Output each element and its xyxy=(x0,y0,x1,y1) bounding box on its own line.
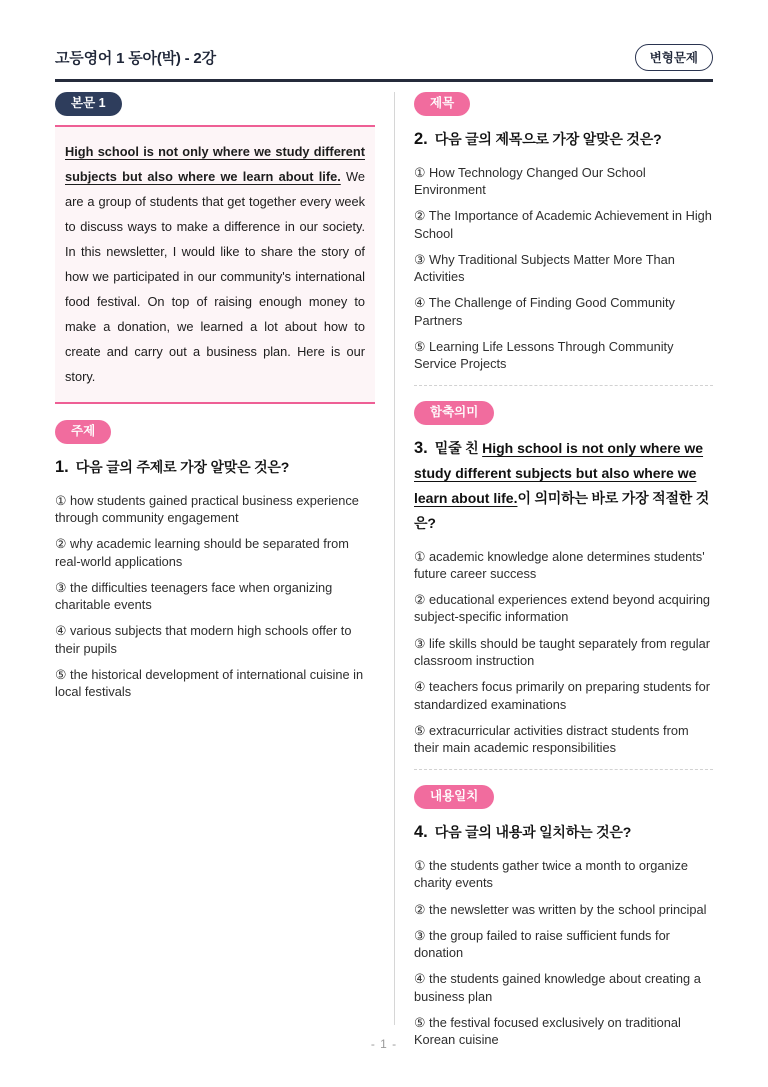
q4-number: 4. xyxy=(414,823,428,842)
q3-prompt-underline: High school is not only where we study different subjects but also where we learn about life. xyxy=(414,440,704,507)
q1-option-3: ③ the difficulties teenagers face when organizing charitable events xyxy=(55,579,333,613)
q1-option-5: ⑤ the historical development of international cuisine in local festivals xyxy=(55,666,364,700)
q3-prompt-prefix: 밑줄 친 xyxy=(434,440,483,457)
q4-tag-badge: 내용일치 xyxy=(414,785,494,809)
q1-option-1: ① how students gained practical business experience through community engagement xyxy=(55,492,359,526)
edition-badge: 변형문제 xyxy=(635,44,713,71)
q3-option-2: ② educational experiences extend beyond acquiring subject-specific information xyxy=(414,592,711,625)
q3-head xyxy=(414,436,713,536)
header xyxy=(55,44,713,71)
q4-option-1: ① the students gather twice a month to organize charity events xyxy=(414,858,688,891)
q2-option-2: ② The Importance of Academic Achievement in High School xyxy=(414,208,712,241)
q4-option-5: ⑤ the festival focused exclusively on traditional Korean cuisine xyxy=(414,1014,681,1048)
passage-label-badge: 본문 1 xyxy=(55,92,122,116)
q1-option-4: ④ various subjects that modern high schools offer to their pupils xyxy=(55,623,352,656)
passage-highlight: High school is not only where we study different subjects but also where we learn about life. xyxy=(65,144,365,184)
q4-option-2: ② the newsletter was written by the school principal xyxy=(414,901,707,917)
q2-option-5: ⑤ Learning Life Lessons Through Community Service Projects xyxy=(414,338,674,372)
question-1-section xyxy=(55,420,375,700)
passage-box xyxy=(55,125,375,404)
dashed-divider xyxy=(414,769,713,770)
q1-head xyxy=(55,455,375,481)
two-column-body xyxy=(55,92,713,1048)
q3-option-3: ③ life skills should be taught separately from regular classroom instruction xyxy=(414,635,710,668)
q3-option-5: ⑤ extracurricular activities distract students from their main academic responsibilities xyxy=(414,722,689,756)
q2-prompt: 다음 글의 제목으로 가장 알맞은 것은? xyxy=(434,131,662,147)
q4-prompt: 다음 글의 내용과 일치하는 것은? xyxy=(434,824,632,841)
column-divider xyxy=(394,92,395,1025)
q2-option-3: ③ Why Traditional Subjects Matter More Than Activities xyxy=(414,251,675,285)
q3-option-1: ① academic knowledge alone determines students' future career success xyxy=(414,548,705,581)
q4-option-3: ③ the group failed to raise sufficient funds for donation xyxy=(414,927,670,961)
page-title: 고등영어 1 동아(박) - 2강 xyxy=(55,50,216,67)
q2-head xyxy=(414,127,713,153)
q1-prompt: 다음 글의 주제로 가장 알맞은 것은? xyxy=(75,459,290,475)
q1-option-2: ② why academic learning should be separated from real-world applications xyxy=(55,536,349,569)
q2-option-4: ④ The Challenge of Finding Good Community Partners xyxy=(414,295,675,328)
question-2-section xyxy=(414,92,713,372)
q1-tag-badge: 주제 xyxy=(55,420,111,444)
left-column xyxy=(55,92,375,1025)
q3-option-4: ④ teachers focus primarily on preparing students for standardized examinations xyxy=(414,679,710,712)
header-rule xyxy=(55,79,713,82)
dashed-divider xyxy=(414,385,713,386)
q4-option-4: ④ the students gained knowledge about creating a business plan xyxy=(414,971,701,1004)
q3-tag-badge: 함축의미 xyxy=(414,401,494,425)
q3-prompt-suffix: 이 의미하는 바로 가장 적절한 것은? xyxy=(414,490,710,531)
q2-number: 2. xyxy=(414,130,428,148)
question-4-section xyxy=(414,785,713,1048)
q4-head xyxy=(414,820,713,846)
q3-number: 3. xyxy=(414,439,428,458)
question-3-section xyxy=(414,401,713,756)
page-number: - 1 - xyxy=(370,1037,398,1051)
q2-tag-badge: 제목 xyxy=(414,92,470,116)
q2-option-1: ① How Technology Changed Our School Environment xyxy=(414,164,646,198)
q1-number: 1. xyxy=(55,458,69,476)
right-column xyxy=(414,92,713,1048)
passage-text: We are a group of students that get together every week to discuss ways to make a difference in our society. In this newsletter, I would like to share the story of how we participated in our community's international food festival. On top of raising enough money to make a donation, we learned a lot about how to create and carry out a business plan. Here is our story. xyxy=(65,169,365,384)
